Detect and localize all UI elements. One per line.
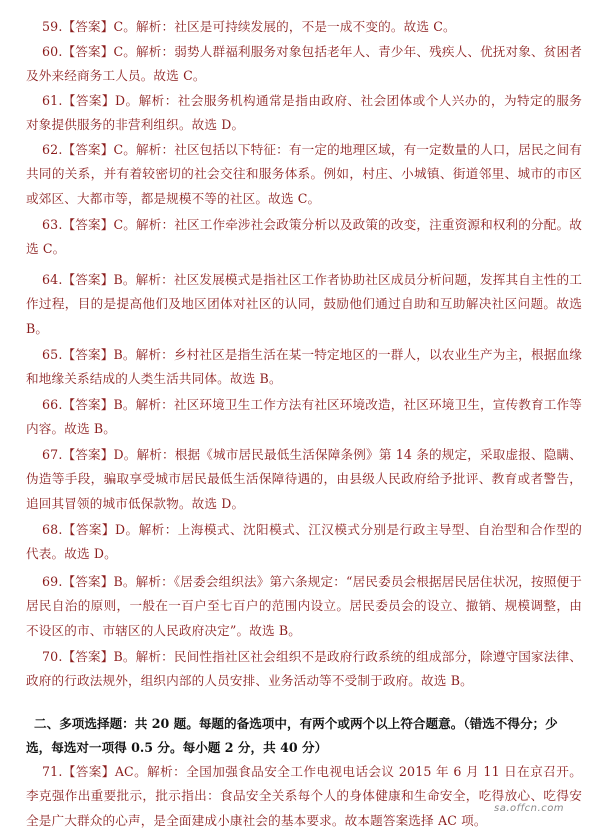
answer-70: 70.【答案】B。解析：民间性指社区社会组织不是政府行政系统的组成部分，除遵守国家法律、政府的行政法规外，组织内部的人员安排、业务活动等不受制于政府。故选 B。 [26, 648, 582, 689]
answer-69: 69.【答案】B。解析：《居委会组织法》第六条规定：“居民委员会根据居民居住状况，按照便于居民自治的原则，一般在一百户至七百户的范围内设立。居民委员会的设立、撤销、规模调整，由不设区的市、市辖区的人民政府决定”。故选 B。 [26, 573, 582, 638]
answer-62: 62.【答案】C。解析：社区包括以下特征：有一定的地理区域，有一定数量的人口，居民之间有共同的关系，并有着较密切的社会交往和服务体系。例如，村庄、小城镇、街道邻里、城市的市区或郊区、大都市等，都是规模不等的社区。故选 C。 [26, 141, 583, 206]
answer-63: 63.【答案】C。解析：社区工作牵涉社会政策分析以及政策的改变，注重资源和权利的分配。故选 C。 [26, 216, 583, 257]
answer-67: 67.【答案】D。解析：根据《城市居民最低生活保障条例》第 14 条的规定，采取虚报、隐瞒、伪造等手段，骗取享受城市居民最低生活保障待遇的，由县级人民政府给予批评、教育或者警告，追回其冒领的城市低保款物。故选 D。 [26, 446, 582, 511]
answer-68: 68.【答案】D。解析：上海模式、沈阳模式、江汉模式分别是行政主导型、自治型和合作型的代表。故选 D。 [26, 521, 582, 562]
answer-71: 71.【答案】AC。解析：全国加强食品安全工作电视电话会议 2015 年 6 月 11 日在京召开。李克强作出重要批示，批示指出：食品安全关系每个人的身体健康和生命安全，吃得放心、吃得安全是广大群众的心声，是全面建成小康社会的基本要求。故本题答案选择 AC 项。 [26, 763, 582, 828]
answer-64: 64.【答案】B。解析：社区发展模式是指社区工作者协助社区成员分析问题，发挥其自主性的工作过程，目的是提高他们及地区团体对社区的认同，鼓励他们通过自助和互助解决社区问题。故选 B。 [26, 271, 582, 336]
answer-61: 61.【答案】D。解析：社会服务机构通常是指由政府、社会团体或个人兴办的，为特定的服务对象提供服务的非营利组织。故选 D。 [26, 92, 582, 133]
answer-66: 66.【答案】B。解析：社区环境卫生工作方法有社区环境改造，社区环境卫生，宣传教育工作等内容。故选 B。 [26, 396, 582, 437]
answer-65: 65.【答案】B。解析：乡村社区是指生活在某一特定地区的一群人，以农业生产为主，根据血缘和地缘关系结成的人类生活共同体。故选 B。 [26, 346, 582, 387]
site-watermark: sa.offcn.com [494, 803, 565, 814]
answer-60: 60.【答案】C。解析：弱势人群福利服务对象包括老年人、青少年、残疾人、优抚对象、贫困者及外来经商务工人员。故选 C。 [26, 43, 583, 84]
answer-59: 59.【答案】C。解析：社区是可持续发展的，不是一成不变的。故选 C。 [42, 18, 456, 34]
section-heading-multiple-choice: 二、多项选择题：共 20 题。每题的备选项中，有两个或两个以上符合题意。（错选不得分；少选，每选对一项得 0.5 分。每小题 2 分，共 40 分） [26, 715, 558, 756]
